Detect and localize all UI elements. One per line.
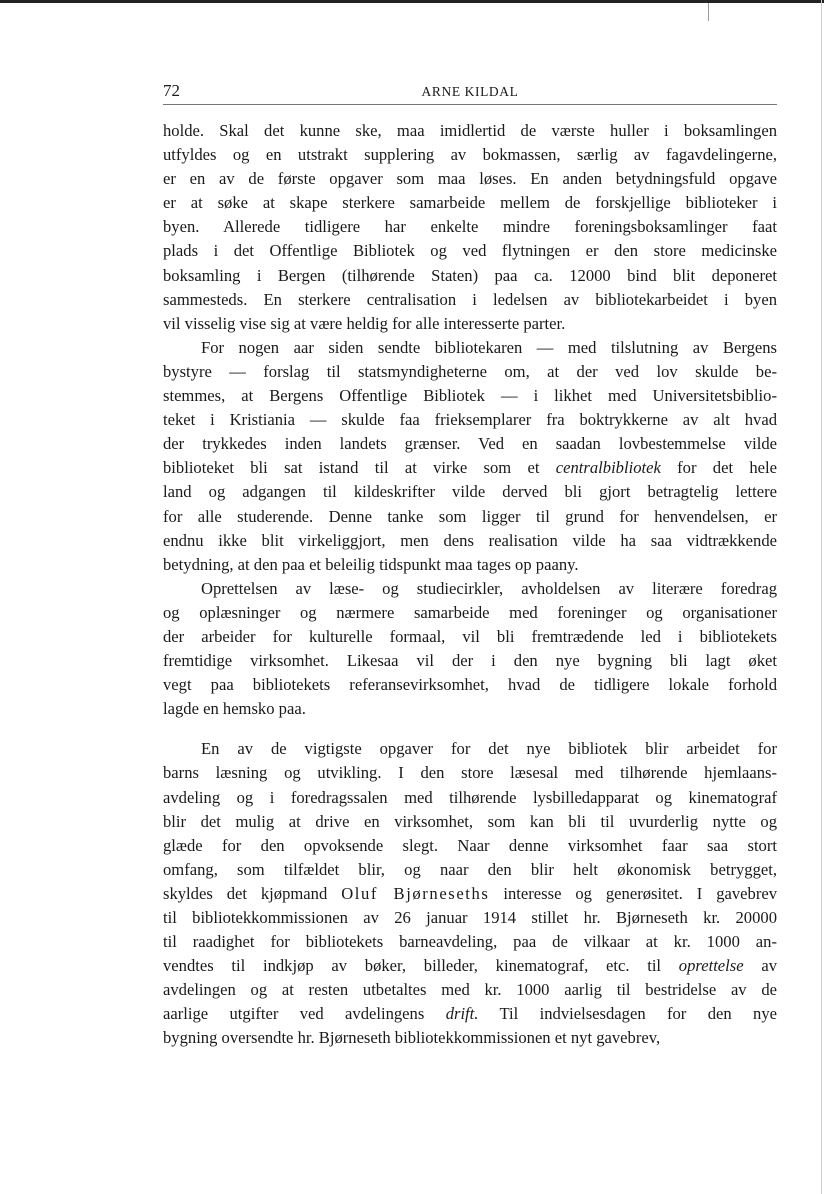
text-line: boksamling i Bergen (tilhørende Staten) paa ca. 12000 bind blit deponeret bbox=[163, 265, 777, 285]
text-line bbox=[163, 1002, 777, 1026]
text-line bbox=[163, 882, 777, 906]
text-segment: biblioteket bli sat istand til at virke som et bbox=[163, 458, 556, 478]
text-line: vil visselig vise sig at være heldig for alle interesserte parter. bbox=[163, 313, 566, 333]
scan-mark bbox=[708, 3, 709, 21]
italic-text: centralbibliotek bbox=[555, 458, 661, 478]
text-line: avdeling og i foredragssalen med tilhørende lysbilledapparat og kinematograf bbox=[163, 787, 777, 807]
text-line: En av de vigtigste opgaver for det nye bibliotek blir arbeidet for bbox=[201, 739, 777, 759]
text-line: holde. Skal det kunne ske, maa imidlertid de værste huller i boksamlingen bbox=[163, 121, 777, 140]
italic-text: drift. bbox=[445, 1004, 479, 1024]
text-line bbox=[163, 456, 777, 480]
text-line: teket i Kristiania — skulde faa frieksemplarer fra boktrykkerne av alt hvad bbox=[163, 410, 777, 430]
text-line: sammesteds. En sterkere centralisation i ledelsen av bibliotekarbeidet i byen bbox=[163, 289, 777, 309]
text-line: til bibliotekkommissionen av 26 januar 1914 stillet hr. Bjørneseth kr. 20000 bbox=[163, 908, 777, 927]
text-line: der trykkedes inden landets grænser. Ved en saadan lovbestemmelse vilde bbox=[163, 434, 777, 454]
text-segment: interesse og generøsitet. I gavebrev bbox=[489, 883, 778, 903]
text-line: er en av de første opgaver som maa løses. En anden betydningsfuld opgave bbox=[163, 169, 777, 189]
text-segment: Til indvielsesdagen for den nye bbox=[478, 1004, 777, 1024]
text-line: til raadighet for bibliotekets barneavdeling, paa de vilkaar at kr. 1000 an- bbox=[163, 932, 777, 952]
text-line: for alle studerende. Denne tanke som ligger til grund for henvendelsen, er bbox=[163, 506, 777, 526]
text-line: blir det mulig at drive en virksomhet, som kan bli til uvurderlig nytte og bbox=[163, 811, 777, 831]
text-line: land og adgangen til kildeskrifter vilde derved bli gjort betragtelig lettere bbox=[163, 482, 777, 502]
text-segment: aarlige utgifter ved avdelingens bbox=[163, 1004, 446, 1024]
text-line: bystyre — forslag til statsmyndigheterne om, at der ved lov skulde be- bbox=[163, 361, 777, 381]
italic-text: oprettelse bbox=[678, 956, 744, 976]
page-header bbox=[163, 80, 777, 105]
text-line: og oplæsninger og nærmere samarbeide med foreninger og organisationer bbox=[163, 602, 777, 622]
text-line: utfyldes og en utstrakt supplering av bokmassen, særlig av fagavdelingerne, bbox=[163, 145, 777, 165]
text-line: stemmes, at Bergens Offentlige Bibliotek — i likhet med Universitetsbiblio- bbox=[163, 386, 777, 406]
text-segment: for det hele bbox=[660, 458, 777, 478]
text-line: bygning oversendte hr. Bjørneseth bibliotekkommissionen et nyt gavebrev, bbox=[163, 1028, 661, 1048]
text-line bbox=[163, 954, 777, 978]
scan-edge-right bbox=[821, 0, 822, 1194]
text-line: For nogen aar siden sendte bibliotekaren — med tilslutning av Bergens bbox=[201, 337, 777, 357]
text-line: endnu ikke blit virkeliggjort, men dens realisation vilde ha saa vidtrækkende bbox=[163, 530, 777, 550]
paragraph bbox=[163, 737, 777, 1050]
paragraph bbox=[163, 119, 777, 336]
text-segment: skyldes det kjøpmand bbox=[163, 883, 342, 903]
paragraph bbox=[163, 577, 777, 722]
text-line: fremtidige virksomhet. Likesaa vil der i den nye bygning bli lagt øket bbox=[163, 651, 777, 671]
text-line: vegt paa bibliotekets referansevirksomhet, hvad de tidligere lokale forhold bbox=[163, 675, 777, 695]
scan-edge-top bbox=[0, 0, 824, 3]
text-line: omfang, som tilfældet blir, og naar den blir helt økonomisk betrygget, bbox=[163, 859, 777, 879]
text-line: der arbeider for kulturelle formaal, vil bli fremtrædende led i bibliotekets bbox=[163, 626, 777, 646]
text-line: barns læsning og utvikling. I den store læsesal med tilhørende hjemlaans- bbox=[163, 763, 777, 783]
text-line: Oprettelsen av læse- og studiecirkler, avholdelsen av literære foredrag bbox=[201, 578, 777, 598]
text-line: plads i det Offentlige Bibliotek og ved flytningen er den store medicinske bbox=[163, 241, 777, 261]
text-segment: av bbox=[743, 956, 777, 976]
page-number: 72 bbox=[163, 81, 180, 100]
running-title: ARNE KILDAL bbox=[421, 84, 519, 99]
text-line: betydning, at den paa et beleilig tidspunkt maa tages op paany. bbox=[163, 554, 579, 574]
spaced-name: Oluf Bjørneseths bbox=[341, 883, 490, 903]
text-line: lagde en hemsko paa. bbox=[163, 699, 306, 719]
text-line: er at søke at skape sterkere samarbeide mellem de forskjellige biblioteker i bbox=[163, 193, 777, 213]
text-line: glæde for den opvoksende slegt. Naar denne virksomhet faar saa stort bbox=[163, 835, 777, 855]
body-text bbox=[163, 119, 777, 1051]
paragraph bbox=[163, 336, 777, 577]
text-line: byen. Allerede tidligere har enkelte mindre foreningsboksamlinger faat bbox=[163, 217, 777, 237]
text-line: avdelingen og at resten utbetaltes med kr. 1000 aarlig til bestridelse av de bbox=[163, 980, 777, 1000]
text-segment: vendtes til indkjøp av bøker, billeder, kinematograf, etc. til bbox=[163, 956, 679, 976]
